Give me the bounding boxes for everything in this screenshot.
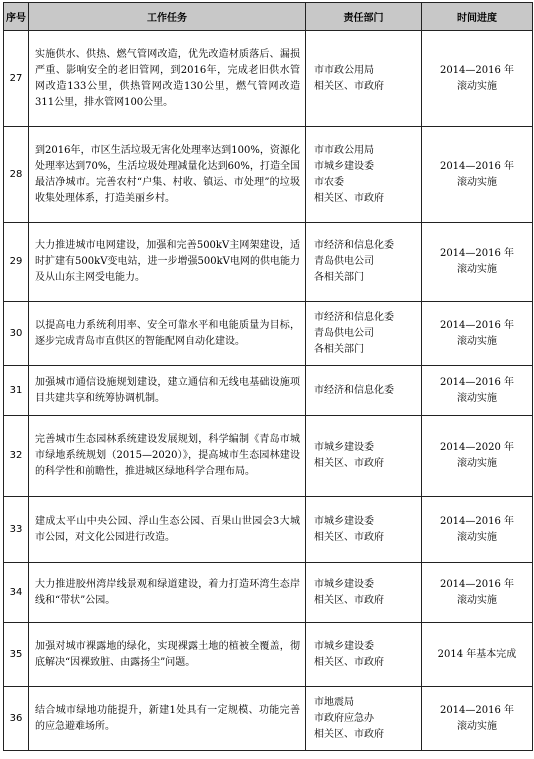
time-cell [422, 31, 533, 127]
dept-line: 青岛供电公司 [314, 327, 374, 339]
time-line: 2014—2016 年 [439, 376, 515, 388]
time-line: 滚动实施 [457, 264, 497, 275]
dept-line: 市地震局 [314, 696, 354, 708]
header-no: 序号 [4, 3, 29, 31]
table-row [4, 497, 533, 563]
row-number: 36 [4, 687, 29, 751]
table-row [4, 127, 533, 223]
row-number: 32 [4, 416, 29, 497]
time-cell [422, 623, 533, 687]
dept-line: 各相关部门 [314, 272, 364, 283]
dept-line: 市城乡建设委 [314, 640, 374, 652]
header-dept: 责任部门 [306, 3, 422, 31]
time-cell [422, 127, 533, 223]
dept-line: 市城乡建设委 [314, 442, 374, 453]
time-line: 2014—2016 年 [439, 64, 515, 76]
dept-cell [306, 416, 422, 497]
dept-line: 相关区、市政府 [314, 728, 384, 740]
dept-line: 市经济和信息化委 [314, 240, 394, 251]
dept-line: 市城乡建设委 [314, 578, 374, 590]
dept-line: 市市政公用局 [314, 144, 374, 156]
dept-cell [306, 31, 422, 127]
row-number: 29 [4, 223, 29, 302]
table-row [4, 563, 533, 623]
row-number: 35 [4, 623, 29, 687]
row-number: 27 [4, 31, 29, 127]
header-time: 时间进度 [422, 3, 533, 31]
time-line: 滚动实施 [457, 531, 497, 543]
table-row [4, 302, 533, 366]
dept-line: 各相关部门 [314, 343, 364, 355]
row-number: 28 [4, 127, 29, 223]
time-line: 滚动实施 [457, 176, 497, 188]
time-line: 滚动实施 [457, 720, 497, 732]
dept-cell [306, 223, 422, 302]
task-table [3, 2, 533, 751]
dept-line: 市市政公用局 [314, 64, 374, 76]
task-text: 加强城市通信设施规划建设，建立通信和无线电基础设施项目共建共享和统筹协调机制。 [29, 366, 306, 416]
time-line: 2014—2016 年 [439, 248, 515, 259]
time-line: 滚动实施 [457, 458, 497, 469]
row-number: 31 [4, 366, 29, 416]
dept-cell [306, 563, 422, 623]
dept-line: 相关区、市政府 [314, 192, 384, 204]
table-row [4, 31, 533, 127]
task-text: 到2016年，市区生活垃圾无害化处理率达到100%，资源化处理率达到70%，生活垃圾处理减量化达到60%，打造全国最洁净城市。完善农村“户集、村收、镇运、市处理”的垃圾收集处理体系，打造美丽乡村。 [29, 127, 306, 223]
dept-cell [306, 623, 422, 687]
task-text: 实施供水、供热、燃气管网改造，优先改造材质落后、漏损严重、影响安全的老旧管网，到2016年，完成老旧供水管网改造133公里，供热管网改造130公里，燃气管网改造311公里，排水管网100公里。 [29, 31, 306, 127]
dept-line: 市农委 [314, 176, 344, 188]
time-line: 2014 年基本完成 [437, 648, 517, 660]
row-number: 34 [4, 563, 29, 623]
table-row [4, 687, 533, 751]
task-text: 大力推进胶州湾岸线景观和绿道建设，着力打造环湾生态岸线和“带状”公园。 [29, 563, 306, 623]
time-cell [422, 687, 533, 751]
dept-line: 市城乡建设委 [314, 515, 374, 527]
row-number: 30 [4, 302, 29, 366]
table-row [4, 366, 533, 416]
header-task: 工作任务 [29, 3, 306, 31]
table-header-row [4, 3, 533, 31]
time-line: 2014—2016 年 [439, 704, 515, 716]
time-cell [422, 223, 533, 302]
dept-line: 相关区、市政府 [314, 656, 384, 668]
time-line: 滚动实施 [457, 335, 497, 347]
time-cell [422, 563, 533, 623]
time-line: 滚动实施 [457, 392, 497, 404]
time-line: 滚动实施 [457, 80, 497, 92]
time-line: 2014—2016 年 [439, 515, 515, 527]
row-number: 33 [4, 497, 29, 563]
dept-line: 相关区、市政府 [314, 80, 384, 92]
dept-line: 相关区、市政府 [314, 531, 384, 543]
table-body [4, 31, 533, 751]
dept-line: 青岛供电公司 [314, 256, 374, 267]
table-row [4, 223, 533, 302]
time-line: 2014—2016 年 [439, 578, 515, 590]
task-text: 以提高电力系统利用率、安全可靠水平和电能质量为目标，逐步完成青岛市直供区的智能配网自动化建设。 [29, 302, 306, 366]
table-row [4, 623, 533, 687]
dept-line: 市城乡建设委 [314, 160, 374, 172]
time-line: 滚动实施 [457, 594, 497, 606]
time-line: 2014—2016 年 [439, 160, 515, 172]
table-row [4, 416, 533, 497]
time-line: 2014—2020 年 [439, 442, 515, 453]
time-cell [422, 302, 533, 366]
dept-line: 相关区、市政府 [314, 458, 384, 469]
task-text: 建成太平山中央公园、浮山生态公园、百果山世园会3大城市公园，对文化公园进行改造。 [29, 497, 306, 563]
dept-line: 市经济和信息化委 [314, 311, 394, 323]
dept-cell [306, 127, 422, 223]
time-line: 2014—2016 年 [439, 319, 515, 331]
dept-cell [306, 497, 422, 563]
task-text: 加强对城市裸露地的绿化，实现裸露土地的植被全覆盖，彻底解决“因裸致脏、由露扬尘”问题。 [29, 623, 306, 687]
dept-line: 相关区、市政府 [314, 594, 384, 606]
dept-line: 市政府应急办 [314, 712, 374, 724]
time-cell [422, 416, 533, 497]
task-text: 结合城市绿地功能提升，新建1处具有一定规模、功能完善的应急避难场所。 [29, 687, 306, 751]
task-text: 大力推进城市电网建设，加强和完善500kV主网架建设，适时扩建有500kV变电站，进一步增强500kV电网的供电能力及从山东主网受电能力。 [29, 223, 306, 302]
time-cell [422, 497, 533, 563]
dept-cell [306, 687, 422, 751]
dept-line: 市经济和信息化委 [314, 384, 394, 396]
task-text: 完善城市生态园林系统建设发展规划，科学编制《青岛市城市绿地系统规划（2015—2020）》，提高城市生态园林建设的科学性和前瞻性，推进城区绿地科学合理布局。 [29, 416, 306, 497]
time-cell [422, 366, 533, 416]
dept-cell [306, 302, 422, 366]
dept-cell [306, 366, 422, 416]
